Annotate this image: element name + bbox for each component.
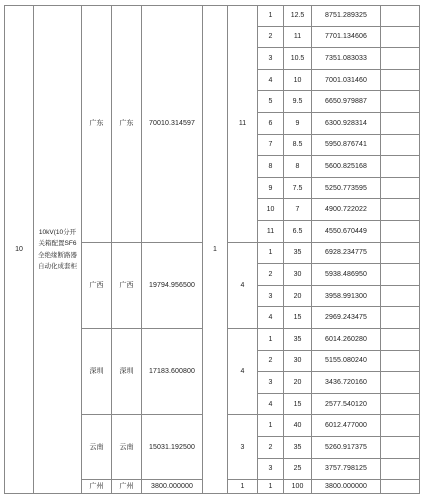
row-ratio-cell: 10 [284, 70, 312, 92]
row-ratio-cell: 35 [284, 329, 312, 351]
row-value-cell: 5250.773595 [312, 178, 381, 200]
row-seq-cell: 4 [258, 307, 284, 329]
row-value-cell: 3800.000000 [312, 480, 381, 494]
row-seq-cell: 3 [258, 372, 284, 394]
row-empty-cell [381, 459, 420, 481]
row-value-cell: 7351.083033 [312, 48, 381, 70]
row-empty-cell [381, 437, 420, 459]
region-province-cell: 广州 [82, 480, 112, 494]
row-seq-cell: 11 [258, 221, 284, 243]
region-city-cell: 广西 [112, 243, 142, 329]
row-value-cell: 2969.243475 [312, 307, 381, 329]
row-seq-cell: 4 [258, 70, 284, 92]
row-seq-cell: 2 [258, 437, 284, 459]
row-empty-cell [381, 48, 420, 70]
region-city-cell: 广东 [112, 5, 142, 243]
row-seq-cell: 8 [258, 156, 284, 178]
row-ratio-cell: 11 [284, 27, 312, 49]
region-amount-cell: 17183.600800 [142, 329, 203, 415]
row-seq-cell: 1 [258, 480, 284, 494]
row-ratio-cell: 7 [284, 199, 312, 221]
row-seq-cell: 3 [258, 459, 284, 481]
row-empty-cell [381, 113, 420, 135]
row-seq-cell: 10 [258, 199, 284, 221]
row-empty-cell [381, 415, 420, 437]
region-city-cell: 云南 [112, 415, 142, 480]
row-empty-cell [381, 221, 420, 243]
row-seq-cell: 4 [258, 394, 284, 416]
region-count-cell: 4 [228, 329, 258, 415]
region-amount-cell: 19794.956500 [142, 243, 203, 329]
row-empty-cell [381, 70, 420, 92]
row-empty-cell [381, 243, 420, 265]
row-value-cell: 6012.477000 [312, 415, 381, 437]
row-empty-cell [381, 351, 420, 373]
row-ratio-cell: 40 [284, 415, 312, 437]
row-value-cell: 5155.080240 [312, 351, 381, 373]
row-seq-cell: 3 [258, 48, 284, 70]
row-empty-cell [381, 480, 420, 494]
row-seq-cell: 1 [258, 243, 284, 265]
region-province-cell: 深圳 [82, 329, 112, 415]
row-ratio-cell: 15 [284, 394, 312, 416]
row-value-cell: 6300.928314 [312, 113, 381, 135]
row-ratio-cell: 20 [284, 372, 312, 394]
row-empty-cell [381, 264, 420, 286]
row-seq-cell: 1 [258, 329, 284, 351]
row-ratio-cell: 35 [284, 437, 312, 459]
row-ratio-cell: 12.5 [284, 5, 312, 27]
region-count-cell: 3 [228, 415, 258, 480]
row-ratio-cell: 25 [284, 459, 312, 481]
row-ratio-cell: 9 [284, 113, 312, 135]
region-province-cell: 广东 [82, 5, 112, 243]
region-count-cell: 4 [228, 243, 258, 329]
row-seq-cell: 2 [258, 27, 284, 49]
row-value-cell: 4900.722022 [312, 199, 381, 221]
row-ratio-cell: 7.5 [284, 178, 312, 200]
row-value-cell: 4550.670449 [312, 221, 381, 243]
row-value-cell: 2577.540120 [312, 394, 381, 416]
region-amount-cell: 15031.192500 [142, 415, 203, 480]
row-empty-cell [381, 372, 420, 394]
row-value-cell: 8751.289325 [312, 5, 381, 27]
row-empty-cell [381, 286, 420, 308]
region-count-cell: 11 [228, 5, 258, 243]
row-value-cell: 6650.979887 [312, 91, 381, 113]
row-value-cell: 5260.917375 [312, 437, 381, 459]
row-ratio-cell: 30 [284, 351, 312, 373]
region-amount-cell: 70010.314597 [142, 5, 203, 243]
row-empty-cell [381, 135, 420, 157]
region-amount-cell: 3800.000000 [142, 480, 203, 494]
row-empty-cell [381, 5, 420, 27]
row-ratio-cell: 20 [284, 286, 312, 308]
row-seq-cell: 1 [258, 415, 284, 437]
row-ratio-cell: 8 [284, 156, 312, 178]
row-ratio-cell: 9.5 [284, 91, 312, 113]
row-seq-cell: 1 [258, 5, 284, 27]
row-ratio-cell: 35 [284, 243, 312, 265]
item-name-cell: 10kV(10分开关箱配置SF6全绝缘断路器自动化成套柜 [34, 5, 82, 494]
row-empty-cell [381, 156, 420, 178]
row-ratio-cell: 10.5 [284, 48, 312, 70]
row-seq-cell: 2 [258, 264, 284, 286]
row-seq-cell: 7 [258, 135, 284, 157]
row-seq-cell: 9 [258, 178, 284, 200]
region-city-cell: 广州 [112, 480, 142, 494]
row-ratio-cell: 100 [284, 480, 312, 494]
row-value-cell: 7001.031460 [312, 70, 381, 92]
row-value-cell: 5950.876741 [312, 135, 381, 157]
row-ratio-cell: 30 [284, 264, 312, 286]
item-index-cell: 10 [4, 5, 34, 494]
row-value-cell: 6928.234775 [312, 243, 381, 265]
row-ratio-cell: 8.5 [284, 135, 312, 157]
row-empty-cell [381, 27, 420, 49]
row-empty-cell [381, 178, 420, 200]
row-value-cell: 3436.720160 [312, 372, 381, 394]
region-count-cell: 1 [228, 480, 258, 494]
row-value-cell: 5600.825168 [312, 156, 381, 178]
row-seq-cell: 5 [258, 91, 284, 113]
row-empty-cell [381, 329, 420, 351]
row-value-cell: 3757.798125 [312, 459, 381, 481]
row-empty-cell [381, 307, 420, 329]
row-value-cell: 6014.260280 [312, 329, 381, 351]
row-empty-cell [381, 91, 420, 113]
row-value-cell: 5938.486950 [312, 264, 381, 286]
row-value-cell: 7701.134606 [312, 27, 381, 49]
region-province-cell: 云南 [82, 415, 112, 480]
region-province-cell: 广西 [82, 243, 112, 329]
row-seq-cell: 6 [258, 113, 284, 135]
group-number-cell: 1 [203, 5, 228, 494]
row-empty-cell [381, 199, 420, 221]
row-empty-cell [381, 394, 420, 416]
region-city-cell: 深圳 [112, 329, 142, 415]
row-value-cell: 3958.991300 [312, 286, 381, 308]
row-ratio-cell: 6.5 [284, 221, 312, 243]
row-ratio-cell: 15 [284, 307, 312, 329]
row-seq-cell: 2 [258, 351, 284, 373]
row-seq-cell: 3 [258, 286, 284, 308]
